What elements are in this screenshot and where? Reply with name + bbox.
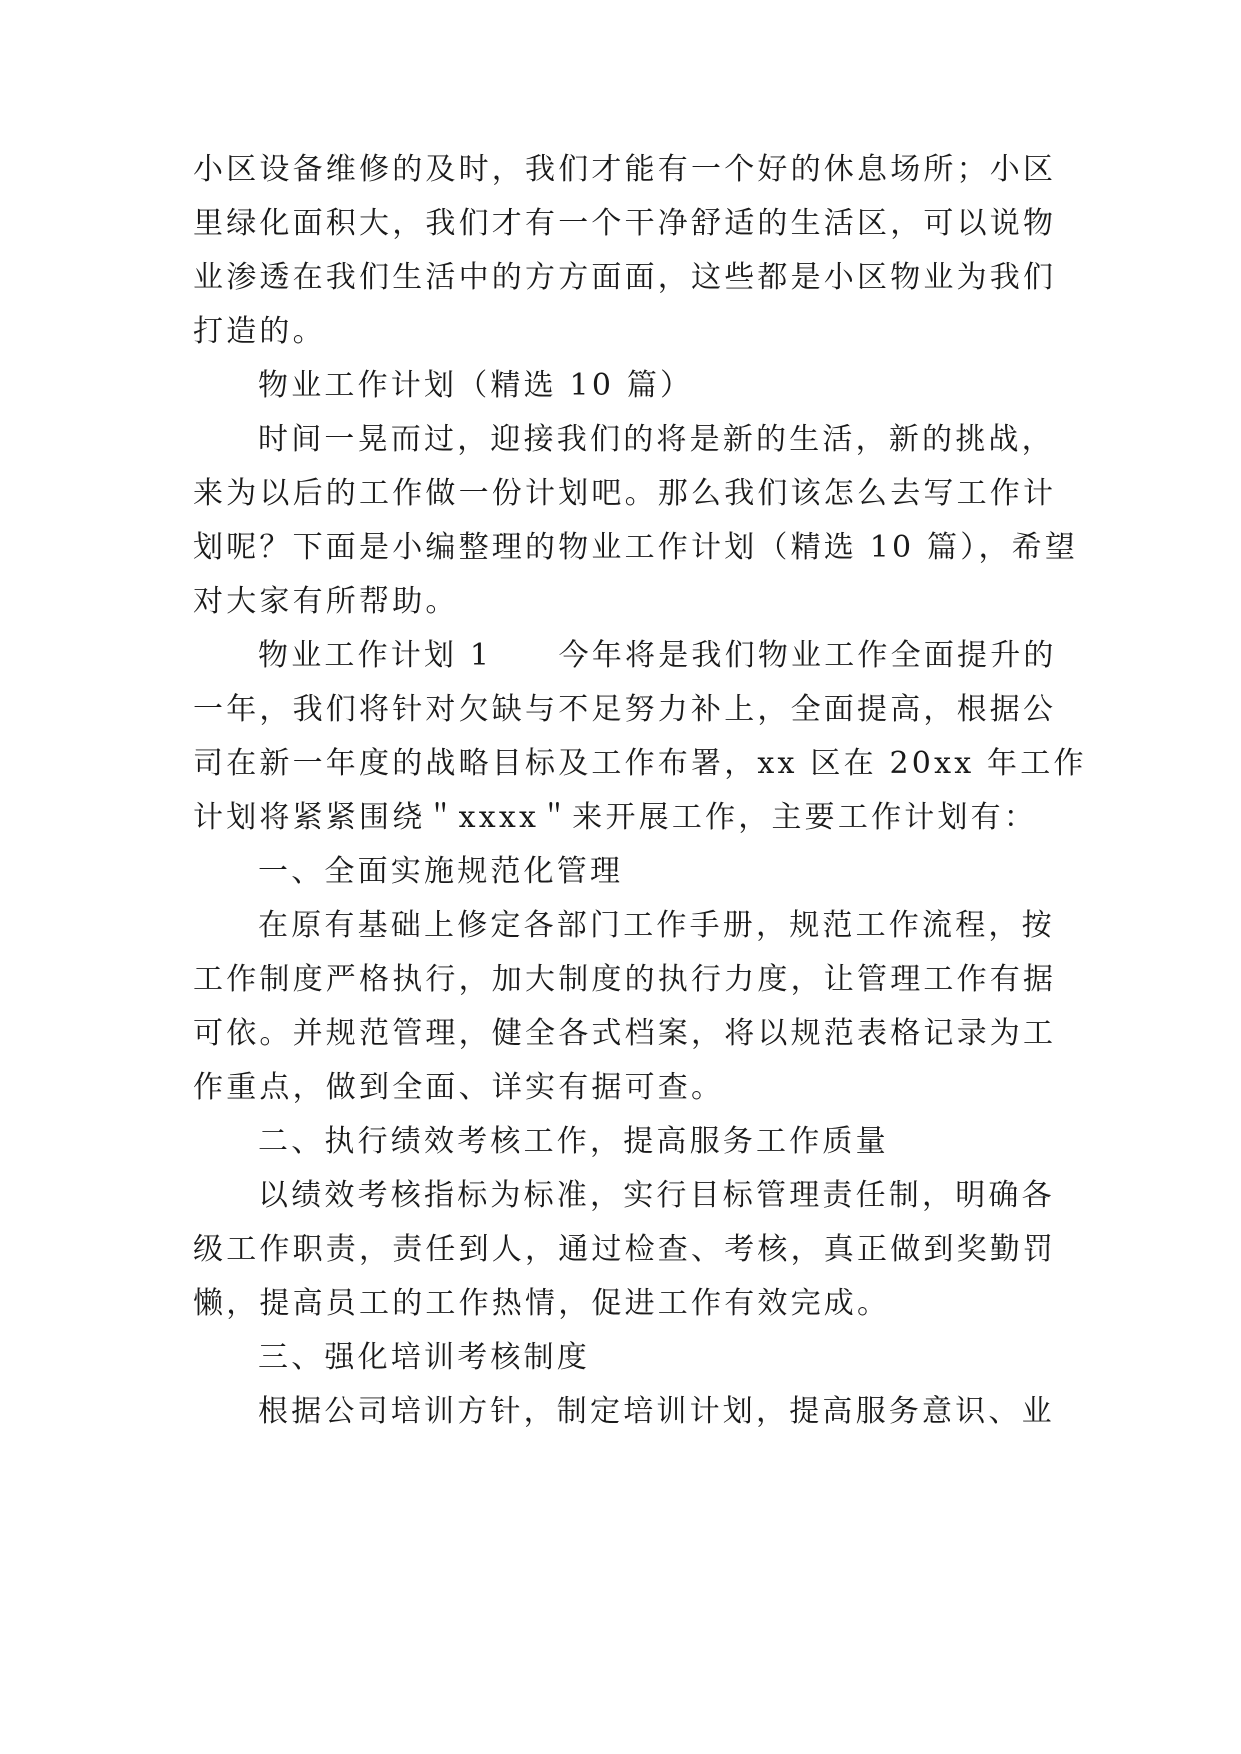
text-line: 里绿化面积大，我们才有一个干净舒适的生活区，可以说物 <box>193 206 1057 241</box>
text-line: 物业工作计划 1 今年将是我们物业工作全面提升的 <box>258 638 1057 673</box>
text-line: 以绩效考核指标为标准，实行目标管理责任制，明确各 <box>258 1178 1055 1213</box>
text-line: 一年，我们将针对欠缺与不足努力补上，全面提高，根据公 <box>193 692 1057 727</box>
text-line: 工作制度严格执行，加大制度的执行力度，让管理工作有据 <box>193 962 1057 997</box>
text-line: 来为以后的工作做一份计划吧。那么我们该怎么去写工作计 <box>193 476 1057 511</box>
text-line: 划呢？下面是小编整理的物业工作计划（精选 10 篇），希望 <box>193 530 1079 565</box>
text-line: 级工作职责，责任到人，通过检查、考核，真正做到奖勤罚 <box>193 1232 1057 1267</box>
text-line: 懒，提高员工的工作热情，促进工作有效完成。 <box>193 1286 891 1321</box>
text-line: 计划将紧紧围绕＂xxxx＂来开展工作，主要工作计划有： <box>193 800 1038 835</box>
section-heading: 二、执行绩效考核工作，提高服务工作质量 <box>258 1124 889 1159</box>
text-line: 时间一晃而过，迎接我们的将是新的生活，新的挑战， <box>258 422 1055 457</box>
text-line: 可依。并规范管理，健全各式档案，将以规范表格记录为工 <box>193 1016 1057 1051</box>
text-line: 作重点，做到全面、详实有据可查。 <box>193 1070 725 1105</box>
text-line: 司在新一年度的战略目标及工作布署，xx 区在 20xx 年工作 <box>193 746 1087 781</box>
text-line: 对大家有所帮助。 <box>193 584 459 619</box>
text-line: 业渗透在我们生活中的方方面面，这些都是小区物业为我们 <box>193 260 1057 295</box>
text-line: 根据公司培训方针，制定培训计划，提高服务意识、业 <box>258 1394 1055 1429</box>
text-line: 在原有基础上修定各部门工作手册，规范工作流程，按 <box>258 908 1055 943</box>
section-heading: 一、全面实施规范化管理 <box>258 854 624 889</box>
text-line: 打造的。 <box>193 314 326 349</box>
section-title: 物业工作计划（精选 10 篇） <box>258 368 694 403</box>
text-line: 小区设备维修的及时，我们才能有一个好的休息场所；小区 <box>193 152 1057 187</box>
section-heading: 三、强化培训考核制度 <box>258 1340 590 1375</box>
